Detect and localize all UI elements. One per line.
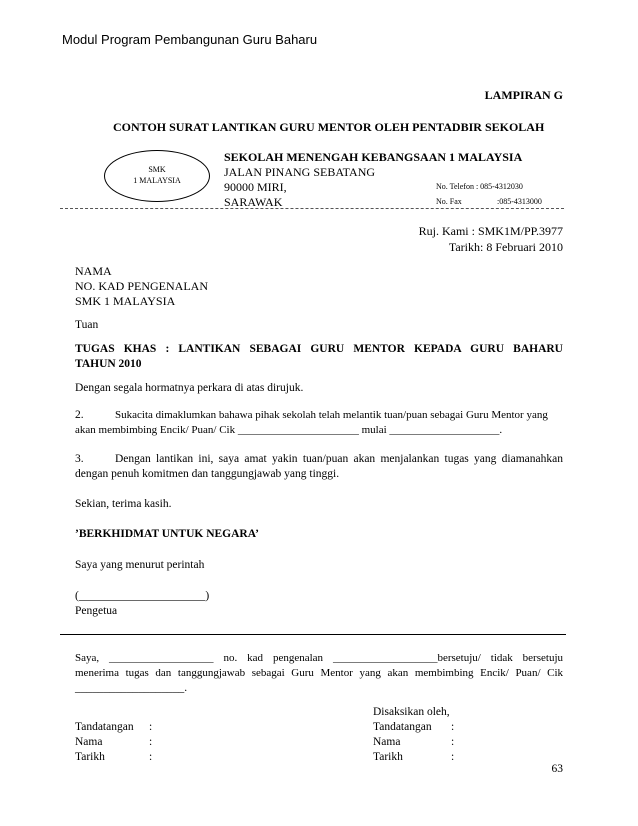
school-name: SEKOLAH MENENGAH KEBANGSAAN 1 MALAYSIA	[224, 150, 523, 164]
sign-intro: Saya yang menurut perintah	[75, 559, 205, 571]
school-address2: 90000 MIRI,	[224, 180, 287, 194]
logo-line2: 1 MALAYSIA	[133, 176, 181, 185]
body-paragraph-1: Dengan segala hormatnya perkara di atas dirujuk.	[75, 382, 304, 394]
paragraph-3-number: 3.	[75, 453, 84, 465]
witness-name-row	[373, 735, 461, 750]
witness-sign-row	[373, 720, 461, 735]
witness-date-row	[373, 750, 461, 765]
module-title: Modul Program Pembangunan Guru Baharu	[62, 32, 318, 47]
date-label: Tarikh	[373, 751, 403, 763]
school-address3: SARAWAK	[224, 195, 283, 209]
colon: :	[451, 721, 455, 733]
paragraph-3-line2: dengan penuh komitmen dan tanggungjawab yang tinggi.	[75, 468, 340, 480]
witness-sign-block	[373, 720, 461, 765]
school-fax: :085-4313000	[497, 197, 542, 206]
signature-blank: (______________________)	[75, 590, 210, 602]
letter-title: CONTOH SURAT LANTIKAN GURU MENTOR OLEH PENTADBIR SEKOLAH	[113, 120, 545, 134]
recipient-sign-row	[75, 720, 159, 735]
recipient-ic: NO. KAD PENGENALAN	[75, 279, 208, 293]
colon: :	[149, 721, 153, 733]
paragraph-2-number: 2.	[75, 409, 84, 421]
colon: :	[149, 736, 153, 748]
subject-line1: TUGAS KHAS : LANTIKAN SEBAGAI GURU MENTOR KEPADA GURU BAHARU	[75, 343, 563, 355]
signature-label: Tandatangan	[75, 721, 134, 733]
recipient-sign-block	[75, 720, 159, 765]
witness-label: Disaksikan oleh,	[373, 706, 450, 718]
subject-line2: TAHUN 2010	[75, 358, 142, 370]
recipient-name-row	[75, 735, 159, 750]
appendix-label: LAMPIRAN G	[484, 88, 563, 102]
paragraph-2-line2: akan membimbing Encik/ Puan/ Cik ______________________ mulai ____________________.	[75, 424, 503, 436]
colon: :	[451, 736, 455, 748]
name-label: Nama	[75, 736, 103, 748]
acceptance-line1: Saya, ___________________ no. kad pengenalan ___________________bersetuju/ tidak bersetuju	[75, 652, 563, 664]
recipient-date-row	[75, 750, 159, 765]
acceptance-line3: ___________________.	[75, 682, 188, 694]
paragraph-3-line1: Dengan lantikan ini, saya amat yakin tuan/puan akan menjalankan tugas yang diamanahkan	[115, 453, 563, 465]
colon: :	[149, 751, 153, 763]
school-logo	[104, 150, 210, 202]
paragraph-2-line1: Sukacita dimaklumkan bahawa pihak sekolah telah melantik tuan/puan sebagai Guru Mentor yang	[115, 409, 548, 421]
school-phone: No. Telefon : 085-4312030	[436, 182, 523, 191]
school-address1: JALAN PINANG SEBATANG	[224, 165, 376, 179]
signature-label: Tandatangan	[373, 721, 432, 733]
colon: :	[451, 751, 455, 763]
letterhead-divider	[60, 208, 564, 209]
acceptance-line2: menerima tugas dan tanggungjawab sebagai Guru Mentor yang akan membimbing Encik/ Puan/ Cik	[75, 667, 563, 679]
recipient-name: NAMA	[75, 264, 112, 278]
date-label: Tarikh	[75, 751, 105, 763]
reference-number: Ruj. Kami : SMK1M/PP.3977	[418, 224, 563, 238]
name-label: Nama	[373, 736, 401, 748]
recipient-school: SMK 1 MALAYSIA	[75, 294, 176, 308]
letter-date: Tarikh: 8 Februari 2010	[448, 240, 563, 254]
closing-text: Sekian, terima kasih.	[75, 498, 172, 510]
acceptance-divider	[60, 634, 566, 635]
salutation: Tuan	[75, 319, 99, 331]
school-fax-label: No. Fax	[436, 197, 462, 206]
signer-title: Pengetua	[75, 605, 118, 617]
page-number: 63	[551, 763, 563, 775]
motto: ’BERKHIDMAT UNTUK NEGARA’	[75, 528, 260, 540]
logo-line1: SMK	[148, 165, 166, 174]
